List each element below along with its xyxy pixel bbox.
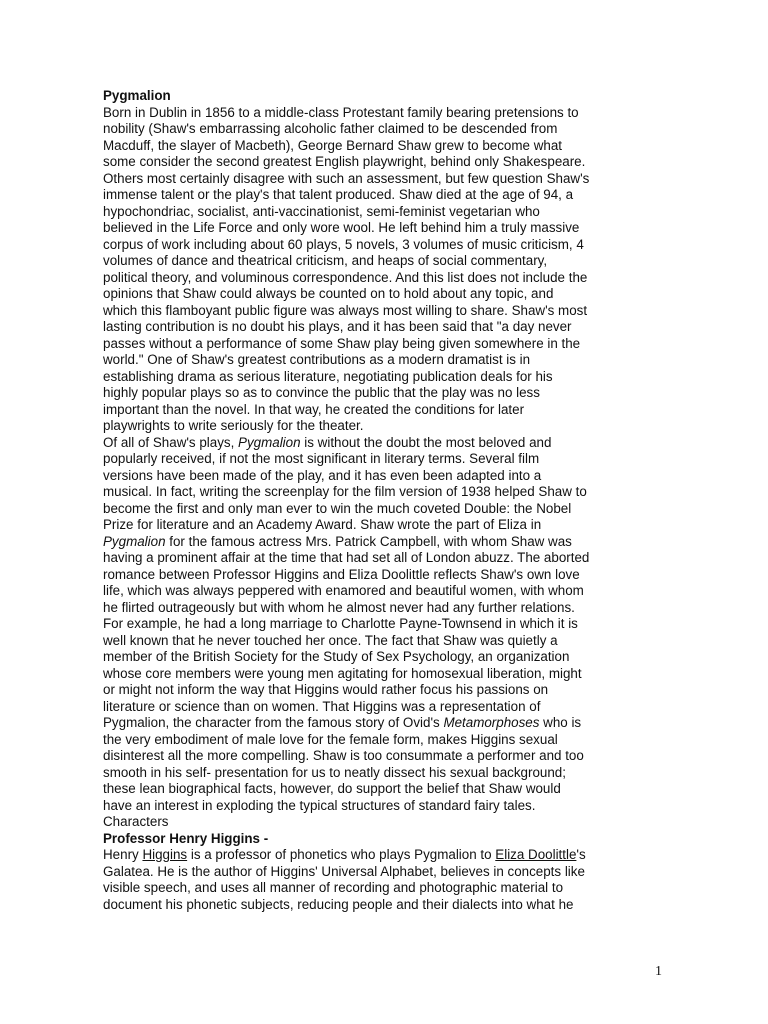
text-line: important than the novel. In that way, he created the conditions for later: [103, 401, 525, 417]
text-line: Prize for literature and an Academy Award. Shaw wrote the part of Eliza in: [103, 517, 542, 532]
text-line: literature or science than on women. That Higgins was a representation of: [103, 698, 541, 714]
text-line: hypochondriac, socialist, anti-vaccinationist, semi-feminist vegetarian who: [103, 203, 540, 219]
text-line: Born in Dublin in 1856 to a middle-class Protestant family bearing pretensions to: [103, 104, 579, 120]
text-line: Macduff, the slayer of Macbeth), George Bernard Shaw grew to become what: [103, 137, 562, 153]
text-line: believed in the Life Force and only wore wool. He left behind him a truly massive: [103, 220, 580, 235]
characters-label: Characters: [103, 814, 169, 829]
italic-title: Metamorphoses: [443, 715, 540, 730]
text-line: which this flamboyant public figure was always most willing to share. Shaw's most: [103, 302, 588, 318]
text-line: political theory, and voluminous correspondence. And this list does not include the: [103, 269, 588, 285]
text-run: is without the doubt the most beloved and: [300, 434, 552, 450]
text-line: versions have been made of the play, and it has even been adapted into a: [103, 467, 542, 483]
text-line: For example, he had a long marriage to Charlotte Payne-Townsend in which it is: [103, 616, 578, 631]
paragraph-biography: [103, 105, 683, 435]
text-line: member of the British Society for the Study of Sex Psychology, an organization: [103, 649, 570, 664]
higgins-link[interactable]: Higgins: [142, 847, 188, 862]
italic-title: Pygmalion: [238, 434, 301, 450]
text-line: he flirted outrageously but with whom he almost never had any further relations.: [103, 599, 575, 615]
text-line: [103, 435, 683, 452]
paragraph-pygmalion: [103, 435, 683, 815]
text-line: popularly received, if not the most significant in literary terms. Several film: [103, 451, 540, 466]
text-line: become the first and only man ever to win the much coveted Double: the Nobel: [103, 500, 572, 516]
text-line: playwrights to write seriously for the theater.: [103, 418, 364, 433]
text-line: volumes of dance and theatrical criticism, and heaps of social commentary,: [103, 253, 548, 268]
text-line: Others most certainly disagree with such an assessment, but few question Shaw's: [103, 170, 590, 186]
text-line: musical. In fact, writing the screenplay for the film version of 1938 helped Shaw to: [103, 484, 587, 499]
page-number: 1: [655, 964, 662, 979]
text-line: well known that he never touched her once. The fact that Shaw was quietly a: [103, 632, 558, 648]
text-line: have an interest in exploding the typical structures of standard fairy tales.: [103, 797, 536, 813]
text-line: [103, 534, 683, 551]
text-line: these lean biographical facts, however, do support the belief that Shaw would: [103, 781, 561, 796]
text-line: the very embodiment of male love for the female form, makes Higgins sexual: [103, 731, 558, 747]
text-line: world." One of Shaw's greatest contributions as a modern dramatist is in: [103, 352, 531, 367]
text-line: having a prominent affair at the time that had set all of London abuzz. The aborted: [103, 550, 590, 565]
text-line: nobility (Shaw's embarrassing alcoholic father claimed to be descended from: [103, 121, 558, 136]
text-line: [103, 847, 683, 864]
text-run: for the famous actress Mrs. Patrick Campbell, with whom Shaw was: [165, 533, 572, 549]
text-line: [103, 715, 683, 732]
text-line: corpus of work including about 60 plays, 5 novels, 3 volumes of music criticism, 4: [103, 236, 584, 252]
text-run: is a professor of phonetics who plays Pygmalion to: [187, 847, 496, 862]
text-line: opinions that Shaw could always be counted on to hold about any topic, and: [103, 286, 554, 301]
text-run: Pygmalion, the character from the famous story of Ovid's: [103, 715, 444, 730]
text-line: smooth in his self- presentation for us to neatly dissect his sexual background;: [103, 764, 566, 780]
italic-title: Pygmalion: [103, 533, 166, 549]
document-body: [103, 88, 683, 913]
document-heading: Pygmalion: [103, 88, 171, 103]
text-line: establishing drama as serious literature, negotiating publication deals for his: [103, 368, 553, 384]
text-line: romance between Professor Higgins and Eliza Doolittle reflects Shaw's own love: [103, 566, 580, 582]
text-line: immense talent or the play's that talent produced. Shaw died at the age of 94, a: [103, 187, 574, 202]
text-line: some consider the second greatest English playwright, behind only Shakespeare.: [103, 154, 586, 169]
text-line: highly popular plays so as to convince the public that the play was no less: [103, 385, 540, 400]
text-run: who is: [539, 715, 582, 730]
text-line: lasting contribution is no doubt his plays, and it has been said that "a day never: [103, 319, 572, 334]
eliza-doolittle-link[interactable]: Eliza Doolittle: [495, 847, 577, 862]
text-line: life, which was always peppered with enamored and beautiful women, with whom: [103, 583, 584, 598]
text-line: visible speech, and uses all manner of recording and photographic material to: [103, 880, 564, 895]
paragraph-higgins: [103, 847, 683, 913]
text-line: Galatea. He is the author of Higgins' Universal Alphabet, believes in concepts like: [103, 863, 585, 879]
text-line: whose core members were young men agitating for homosexual liberation, might: [103, 665, 582, 681]
text-run: Of all of Shaw's plays,: [103, 434, 239, 450]
text-line: passes without a performance of some Shaw play being given somewhere in the: [103, 335, 581, 351]
text-line: document his phonetic subjects, reducing people and their dialects into what he: [103, 896, 574, 912]
text-line: disinterest all the more compelling. Shaw is too consummate a performer and too: [103, 748, 584, 763]
text-run: 's: [576, 847, 586, 862]
character-heading: Professor Henry Higgins -: [103, 830, 269, 846]
text-line: or might not inform the way that Higgins would rather focus his passions on: [103, 682, 549, 697]
text-run: Henry: [103, 847, 143, 862]
